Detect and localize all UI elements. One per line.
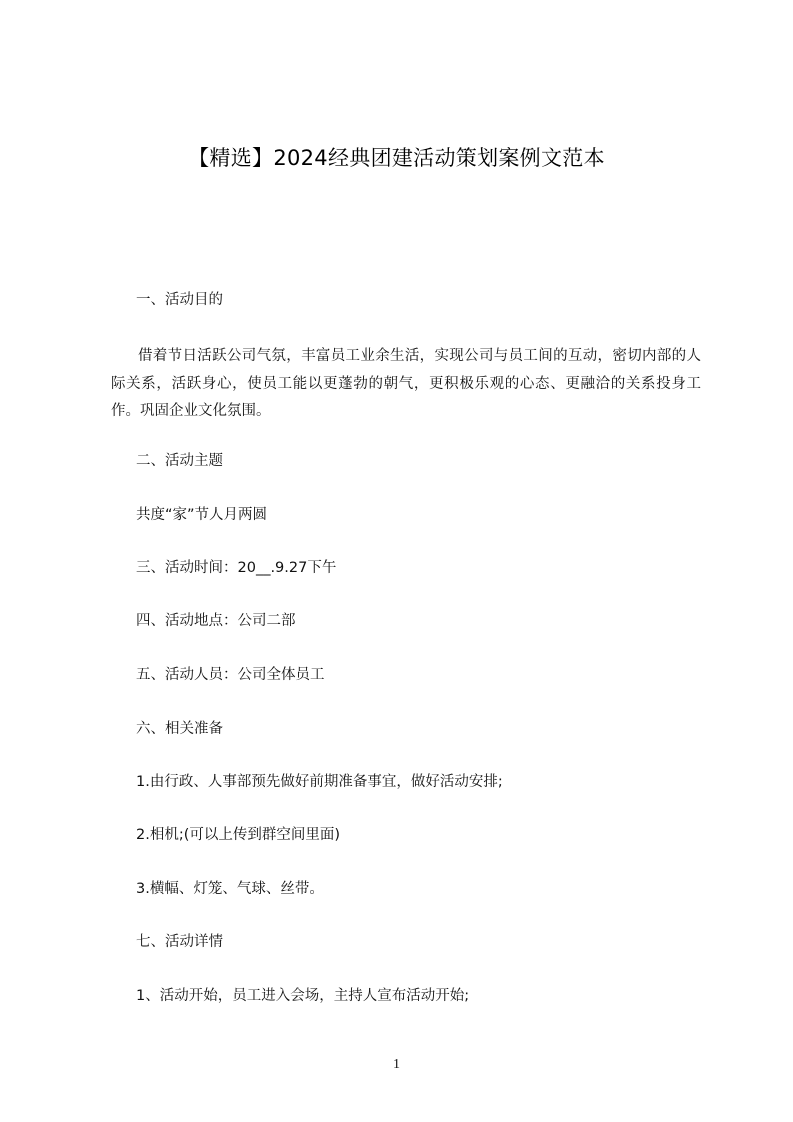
section-4-location: 四、活动地点：公司二部 bbox=[136, 613, 296, 629]
section-6-item: 1.由行政、人事部预先做好前期准备事宜，做好活动安排; bbox=[136, 774, 503, 790]
section-2-body: 共度“家”节人月两圆 bbox=[136, 507, 268, 523]
page-number: 1 bbox=[393, 1057, 400, 1072]
section-7-item: 1、活动开始，员工进入会场，主持人宣布活动开始; bbox=[136, 988, 470, 1004]
section-6-item: 2.相机;(可以上传到群空间里面) bbox=[136, 827, 341, 843]
section-5-participants: 五、活动人员：公司全体员工 bbox=[136, 667, 325, 683]
section-1-paragraph: 借着节日活跃公司气氛，丰富员工业余生活，实现公司与员工间的互动，密切内部的人际关系，活跃身心，使员工能以更蓬勃的朝气，更积极乐观的心态、更融洽的关系投身工作。巩固企业文化氛围。 bbox=[111, 348, 701, 419]
section-3-time: 三、活动时间：20__.9.27下午 bbox=[136, 560, 337, 576]
section-1-heading: 一、活动目的 bbox=[136, 292, 223, 308]
section-2-heading: 二、活动主题 bbox=[136, 453, 223, 469]
section-6-item: 3.横幅、灯笼、气球、丝带。 bbox=[136, 881, 324, 897]
section-6-heading: 六、相关准备 bbox=[136, 721, 223, 737]
section-7-heading: 七、活动详情 bbox=[136, 934, 223, 950]
document-title: 【精选】2024经典团建活动策划案例文范本 bbox=[188, 146, 605, 170]
